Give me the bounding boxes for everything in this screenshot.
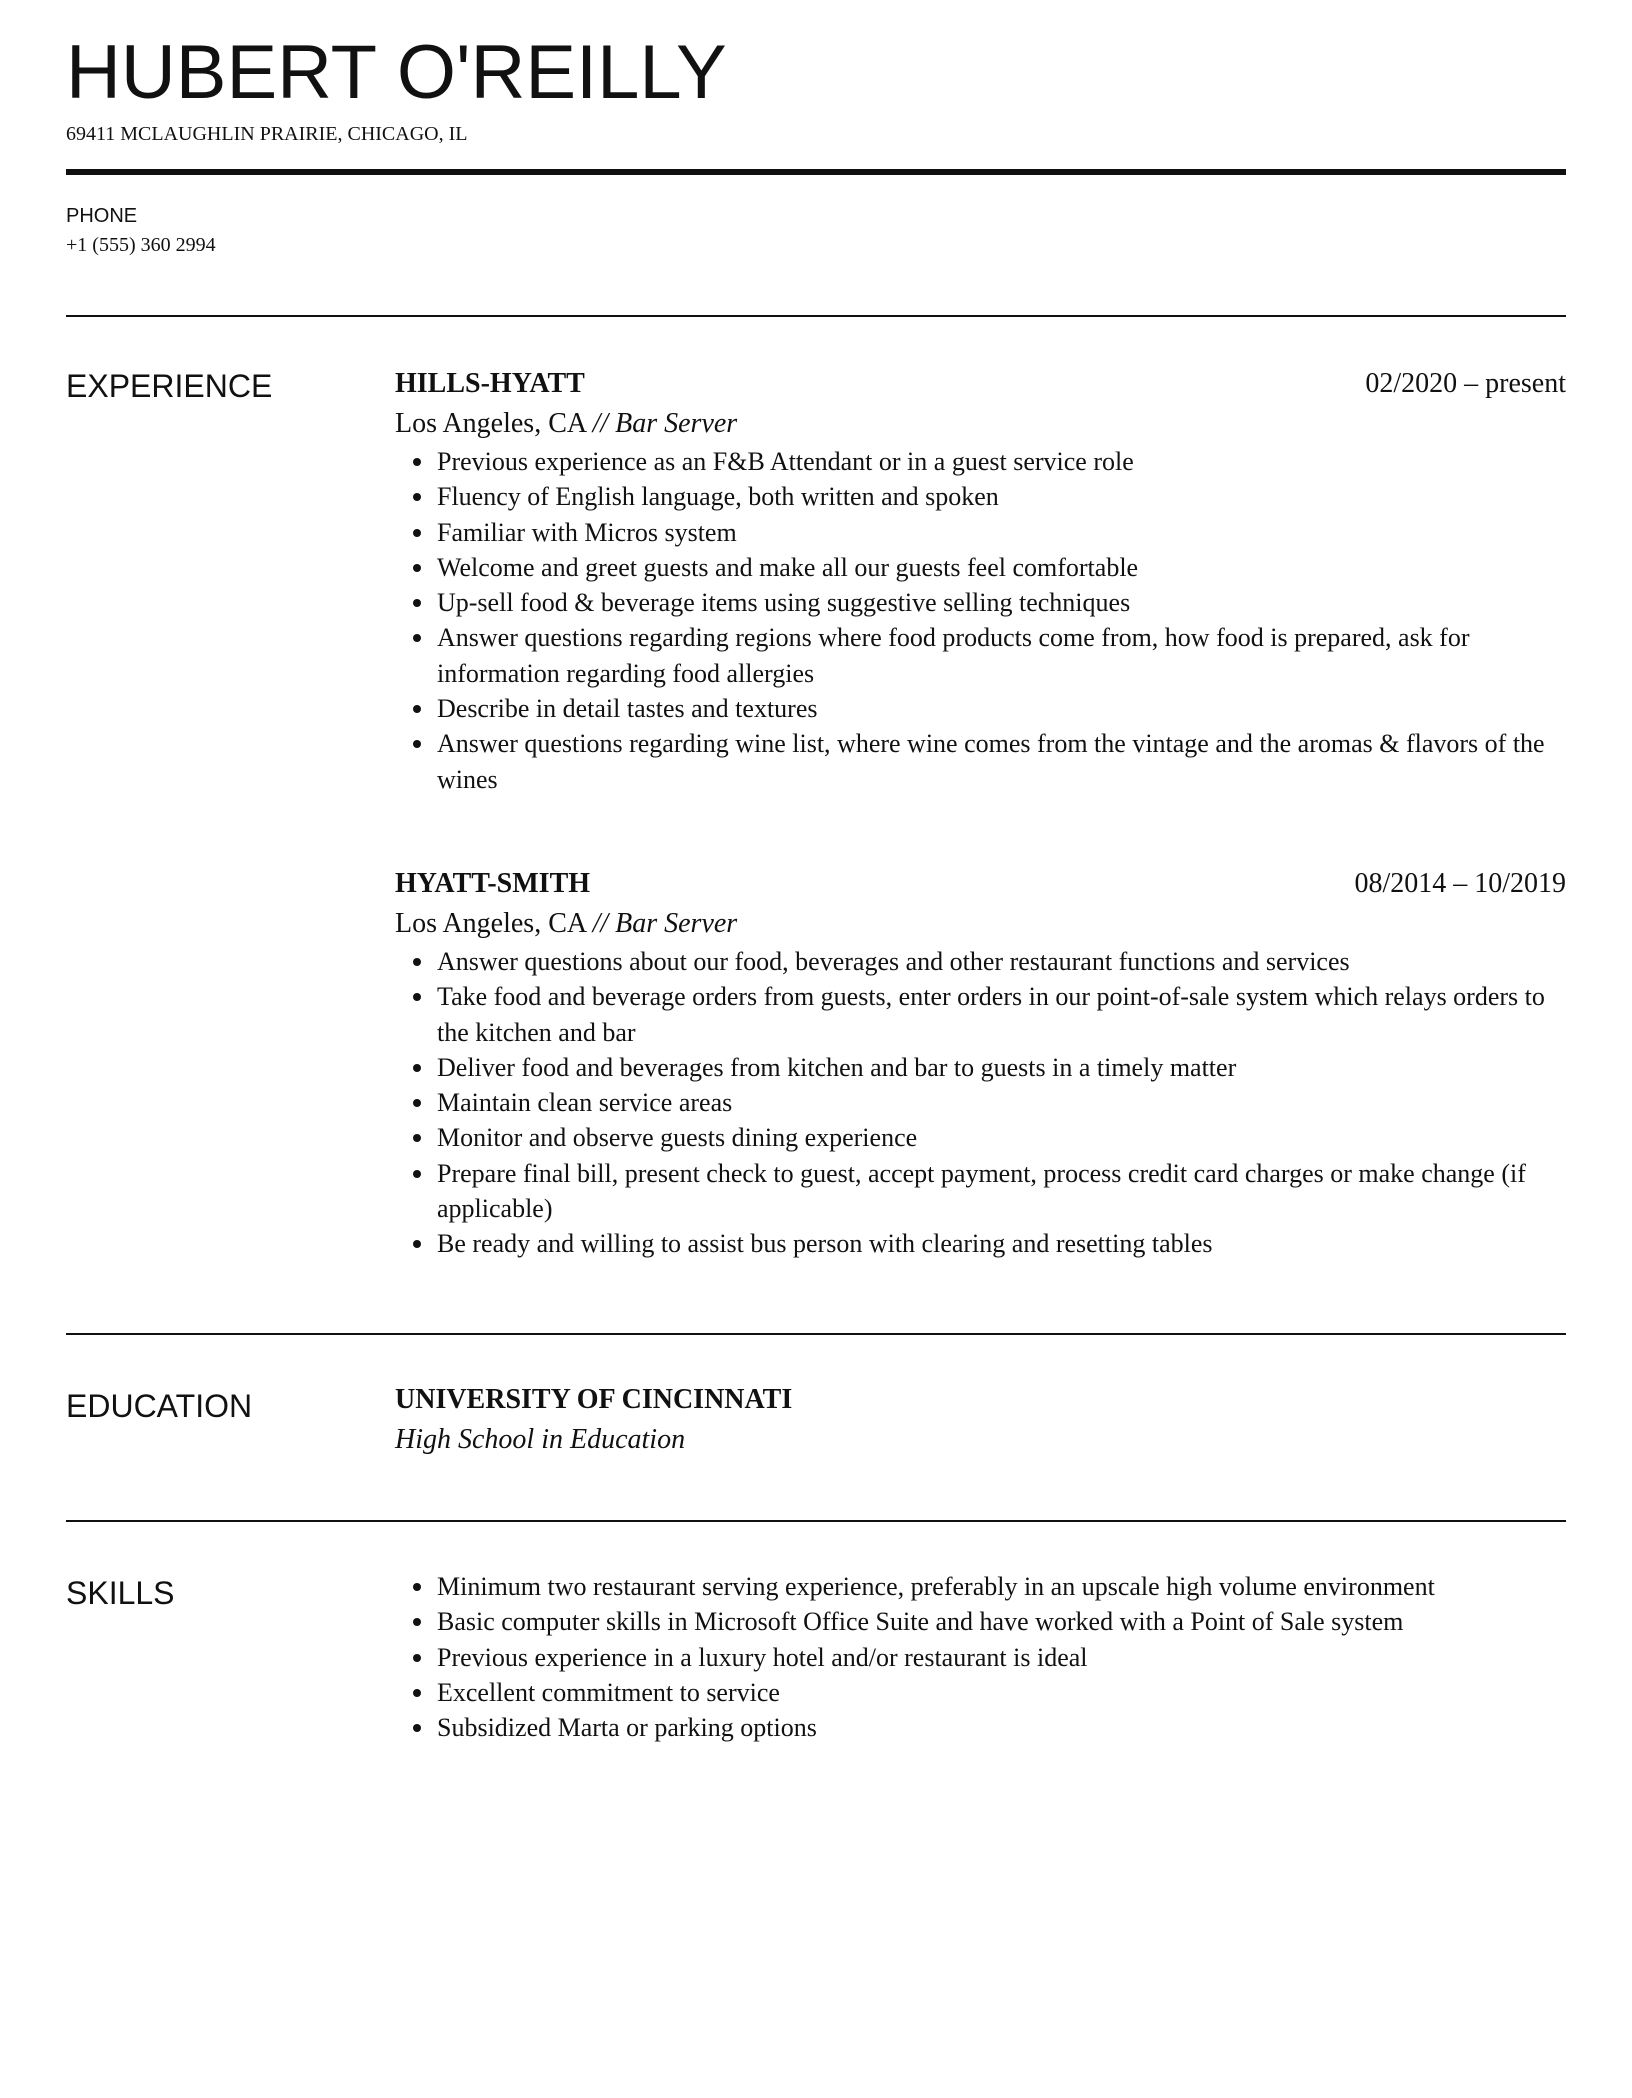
- list-item-text: Take food and beverage orders from guests, enter orders in our point-of-sale system which relays orders to the kitchen and bar: [437, 982, 1545, 1047]
- bullet-icon: [413, 1134, 421, 1142]
- list-item-text: Maintain clean service areas: [437, 1088, 733, 1118]
- job-header: [395, 364, 1566, 404]
- job-entry: [395, 364, 1566, 797]
- list-item: [395, 979, 1566, 1050]
- job-bullets: [395, 444, 1566, 797]
- list-item-text: Fluency of English language, both written and spoken: [437, 482, 999, 512]
- education-heading: EDUCATION: [66, 1388, 253, 1424]
- list-item-text: Describe in detail tastes and textures: [437, 694, 818, 724]
- bullet-icon: [413, 993, 421, 1001]
- list-item-text: Excellent commitment to service: [437, 1677, 780, 1707]
- list-item-text: Previous experience as an F&B Attendant or in a guest service role: [437, 447, 1134, 476]
- job-separator: //: [592, 408, 609, 439]
- list-item: [395, 550, 1566, 585]
- job-subline: [395, 404, 1566, 444]
- list-item-text: Deliver food and beverages from kitchen and bar to guests in a timely matter: [437, 1052, 1237, 1082]
- bullet-icon: [413, 564, 421, 572]
- job-subline: [395, 904, 1566, 944]
- list-item: [395, 620, 1566, 691]
- list-item: [395, 585, 1566, 620]
- job-company: HILLS-HYATT: [395, 368, 585, 399]
- job-location: Los Angeles, CA: [395, 908, 586, 939]
- education-school: UNIVERSITY OF CINCINNATI: [395, 1384, 793, 1415]
- experience-heading: EXPERIENCE: [66, 368, 273, 404]
- list-item: [395, 1710, 1566, 1745]
- bullet-icon: [413, 458, 421, 466]
- bullet-icon: [413, 1240, 421, 1248]
- list-item: [395, 691, 1566, 726]
- list-item: [395, 1085, 1566, 1120]
- job-header: [395, 864, 1566, 904]
- list-item: [395, 515, 1566, 550]
- list-item: [395, 1675, 1566, 1710]
- job-bullets: [395, 944, 1566, 1262]
- bullet-icon: [413, 1689, 421, 1697]
- candidate-name: HUBERT O'REILLY: [66, 30, 727, 115]
- header-divider: [66, 169, 1566, 175]
- bullet-icon: [413, 740, 421, 748]
- list-item: [395, 1640, 1566, 1675]
- list-item: [395, 479, 1566, 514]
- candidate-address: 69411 MCLAUGHLIN PRAIRIE, CHICAGO, IL: [66, 123, 468, 145]
- phone-label: PHONE: [66, 205, 138, 227]
- list-item: [395, 1569, 1566, 1604]
- skills-heading: SKILLS: [66, 1575, 175, 1611]
- job-entry: [395, 864, 1566, 1262]
- bullet-icon: [413, 1099, 421, 1107]
- list-item-text: Previous experience in a luxury hotel and/or restaurant is ideal: [437, 1642, 1088, 1672]
- bullet-icon: [413, 493, 421, 501]
- bullet-icon: [413, 599, 421, 607]
- list-item: [395, 444, 1566, 479]
- list-item-text: Up-sell food & beverage items using suggestive selling techniques: [437, 588, 1131, 618]
- list-item-text: Answer questions about our food, beverages and other restaurant functions and services: [437, 947, 1350, 976]
- list-item-text: Prepare final bill, present check to guest, accept payment, process credit card charges or make change (if applicable): [437, 1158, 1526, 1224]
- list-item: [395, 1604, 1566, 1639]
- bullet-icon: [413, 634, 421, 642]
- list-item-text: Be ready and willing to assist bus person with clearing and resetting tables: [437, 1229, 1213, 1259]
- list-item-text: Subsidized Marta or parking options: [437, 1713, 817, 1743]
- skills-bullets: [395, 1569, 1566, 1745]
- skills-entry: [395, 1569, 1566, 1745]
- list-item-text: Answer questions regarding regions where food products come from, how food is prepared, ask for information regarding food allergies: [437, 623, 1470, 688]
- job-role: Bar Server: [615, 908, 738, 939]
- section-divider: [66, 1333, 1566, 1335]
- bullet-icon: [413, 1064, 421, 1072]
- job-role: Bar Server: [615, 408, 738, 439]
- list-item: [395, 1050, 1566, 1085]
- section-divider: [66, 1520, 1566, 1522]
- list-item: [395, 1156, 1566, 1227]
- bullet-icon: [413, 1170, 421, 1178]
- job-separator: //: [592, 908, 609, 939]
- bullet-icon: [413, 1654, 421, 1662]
- list-item: [395, 1120, 1566, 1155]
- list-item-text: Answer questions regarding wine list, where wine comes from the vintage and the aromas & flavors of the wines: [437, 729, 1545, 794]
- bullet-icon: [413, 705, 421, 713]
- bullet-icon: [413, 1724, 421, 1732]
- education-entry: [395, 1380, 1566, 1460]
- list-item: [395, 944, 1566, 979]
- list-item: [395, 726, 1566, 797]
- job-dates: 02/2020 – present: [1365, 368, 1566, 399]
- list-item-text: Welcome and greet guests and make all our guests feel comfortable: [437, 552, 1139, 582]
- list-item-text: Familiar with Micros system: [437, 517, 737, 547]
- section-divider: [66, 315, 1566, 317]
- phone-value: +1 (555) 360 2994: [66, 234, 216, 256]
- list-item-text: Basic computer skills in Microsoft Office Suite and have worked with a Point of Sale system: [437, 1607, 1404, 1637]
- job-company: HYATT-SMITH: [395, 868, 591, 899]
- list-item-text: Monitor and observe guests dining experience: [437, 1123, 918, 1153]
- education-degree: High School in Education: [395, 1424, 686, 1455]
- job-location: Los Angeles, CA: [395, 408, 586, 439]
- bullet-icon: [413, 1618, 421, 1626]
- list-item: [395, 1226, 1566, 1261]
- list-item-text: Minimum two restaurant serving experience, preferably in an upscale high volume environment: [437, 1572, 1435, 1601]
- bullet-icon: [413, 958, 421, 966]
- bullet-icon: [413, 1583, 421, 1591]
- bullet-icon: [413, 529, 421, 537]
- job-dates: 08/2014 – 10/2019: [1354, 868, 1566, 899]
